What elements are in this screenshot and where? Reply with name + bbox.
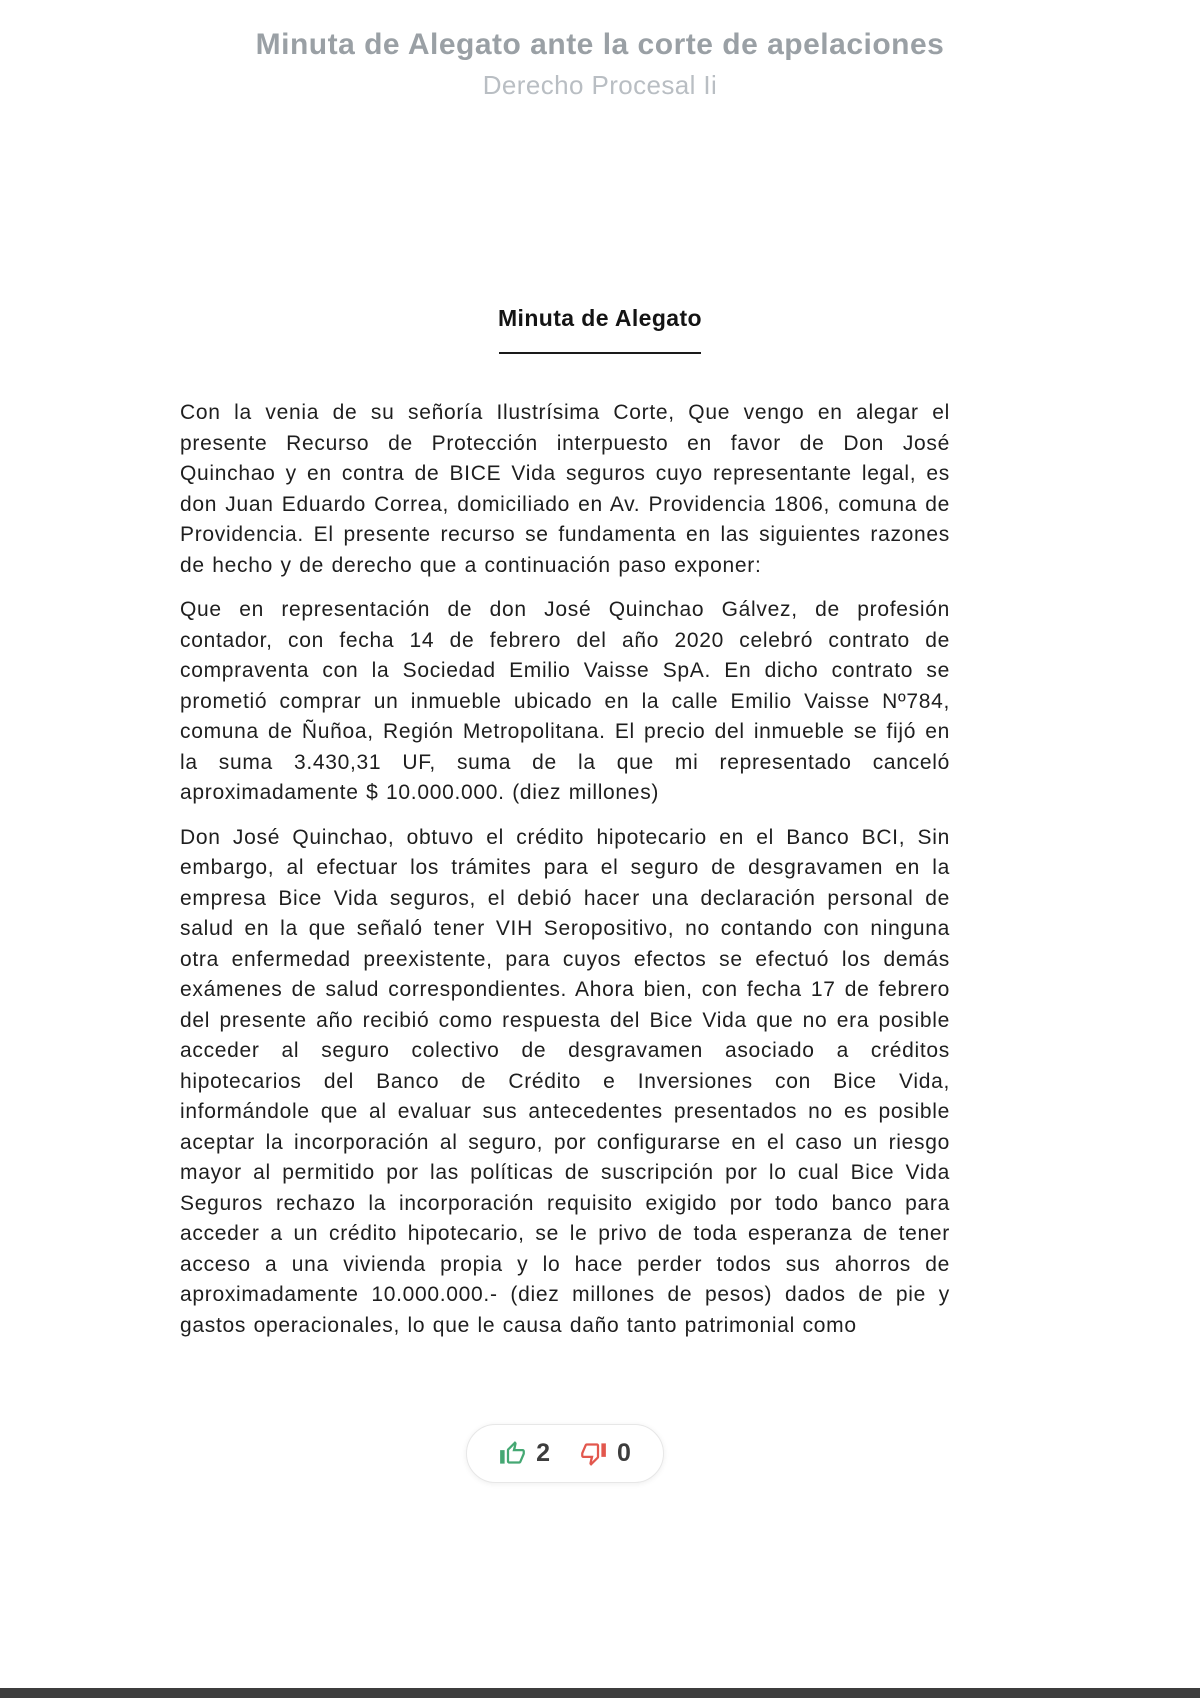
rating-row bbox=[180, 1424, 950, 1483]
title-underline bbox=[499, 352, 701, 354]
thumbs-up-button[interactable] bbox=[499, 1439, 550, 1468]
page-bottom-divider bbox=[0, 1688, 1200, 1698]
document-body bbox=[180, 398, 950, 1341]
document-title: Minuta de Alegato bbox=[497, 305, 702, 331]
thumbs-down-button[interactable] bbox=[580, 1439, 631, 1468]
downvote-count: 0 bbox=[617, 1439, 631, 1467]
document-content bbox=[0, 304, 1200, 1341]
document-header bbox=[0, 0, 1200, 100]
paragraph: Don José Quinchao, obtuvo el crédito hipotecario en el Banco BCI, Sin embargo, al efectuar los trámites para el seguro de desgravamen en la empresa Bice Vida seguros, el debió hacer una declaración personal de salud en la que señaló tener VIH Seropositivo, no contando con ninguna otra enfermedad preexistente, para cuyos efectos se efectuó los demás exámenes de salud correspondientes. Ahora bien, con fecha 17 de febrero del presente año recibió como respuesta del Bice Vida que no era posible acceder al seguro colectivo de desgravamen asociado a créditos hipotecarios del Banco de Crédito e Inversiones con Bice Vida, informándole que al evaluar sus antecedentes presentados no es posible aceptar la incorporación al seguro, por configurarse en el caso un riesgo mayor al permitido por las políticas de suscripción por lo cual Bice Vida Seguros rechazo la incorporación requisito exigido por todo banco para acceder a un crédito hipotecario, se le privo de toda esperanza de tener acceso a una vivienda propia y lo hace perder todos sus ahorros de aproximadamente 10.000.000.- (diez millones de pesos) dados de pie y gastos operacionales, lo que le causa daño tanto patrimonial como bbox=[180, 825, 950, 1337]
upvote-count: 2 bbox=[536, 1439, 550, 1467]
paragraph: Con la venia de su señoría Ilustrísima Corte, Que vengo en alegar el presente Recurso de Protección interpuesto en favor de Don José Quinchao y en contra de BICE Vida seguros cuyo representante legal, es don Juan Eduardo Correa, domiciliado en Av. Providencia 1806, comuna de Providencia. El presente recurso se fundamenta en las siguientes razones de hecho y de derecho que a continuación paso exponer: bbox=[180, 401, 950, 577]
rating-widget bbox=[466, 1424, 664, 1483]
document-header-title: Minuta de Alegato ante la corte de apelaciones bbox=[255, 28, 945, 61]
thumbs-up-icon bbox=[499, 1440, 526, 1467]
document-header-subtitle: Derecho Procesal Ii bbox=[482, 70, 718, 100]
paragraph: Que en representación de don José Quinchao Gálvez, de profesión contador, con fecha 14 de febrero del año 2020 celebró contrato de compraventa con la Sociedad Emilio Vaisse SpA. En dicho contrato se prometió comprar un inmueble ubicado en la calle Emilio Vaisse Nº784, comuna de Ñuñoa, Región Metropolitana. El precio del inmueble se fijó en la suma 3.430,31 UF, suma de la que mi representado canceló aproximadamente $ 10.000.000. (diez millones) bbox=[180, 598, 950, 804]
thumbs-down-icon bbox=[580, 1440, 607, 1467]
